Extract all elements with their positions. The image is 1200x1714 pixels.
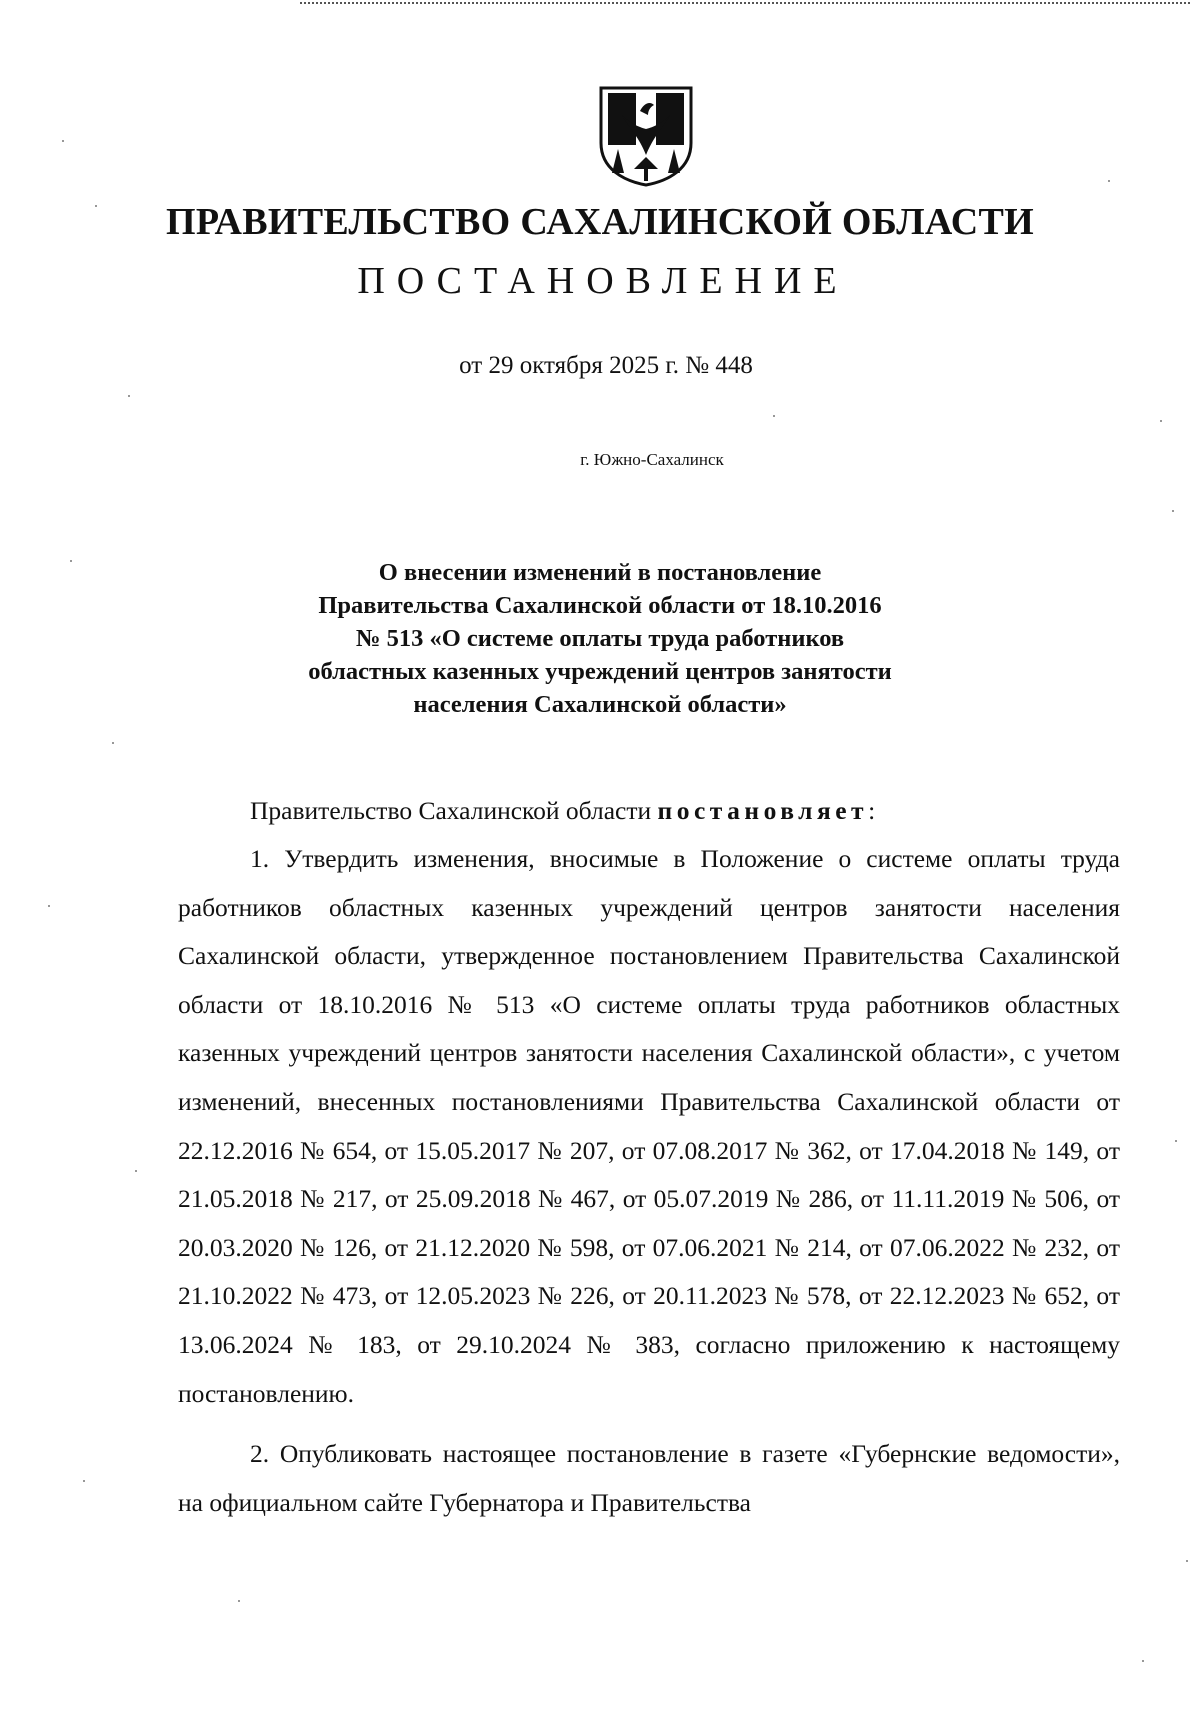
scan-speck <box>62 140 64 142</box>
scan-speck <box>773 415 775 417</box>
scan-speck <box>1108 180 1110 182</box>
scan-speck <box>238 1600 240 1602</box>
scan-speck <box>83 1480 85 1482</box>
document-type-title: ПОСТАНОВЛЕНИЕ <box>357 260 849 302</box>
preamble-start: Правительство Сахалинской области <box>250 796 652 825</box>
document-body <box>178 787 1120 1527</box>
document-date-number: от 29 октября 2025 г. № 448 <box>459 352 753 379</box>
preamble-end: : <box>868 796 876 825</box>
scan-speck <box>48 905 50 907</box>
organization-title: ПРАВИТЕЛЬСТВО САХАЛИНСКОЙ ОБЛАСТИ <box>166 201 1034 243</box>
scan-speck <box>1186 1560 1188 1562</box>
preamble-verb: постановляет <box>657 796 869 825</box>
subject-line: населения Сахалинской области» <box>413 691 787 718</box>
preamble <box>250 787 1120 835</box>
subject-line: О внесении изменений в постановление <box>378 559 822 586</box>
scan-speck <box>128 395 130 397</box>
paragraph-1: 1. Утвердить изменения, вносимые в Положение о системе оплаты труда работников областных казенных учреждений центров занятости населения Сахалинской области, утвержденное постановлением Правительства Сахалинской области от 18.10.2016 № 513 «О системе оплаты труда работников областных казенных учреждений центров занятости населения Сахалинской области», с учетом изменений, внесенных постановлениями Правительства Сахалинской области от 22.12.2016 № 654, от 15.05.2017 № 207, от 07.08.2017 № 362, от 17.04.2018 № 149, от 21.05.2018 № 217, от 25.09.2018 № 467, от 05.07.2019 № 286, от 11.11.2019 № 506, от 20.03.2020 № 126, от 21.12.2020 № 598, от 07.06.2021 № 214, от 07.06.2022 № 232, от 21.10.2022 № 473, от 12.05.2023 № 226, от 20.11.2023 № 578, от 22.12.2023 № 652, от 13.06.2024 № 183, от 29.10.2024 № 383, согласно приложению к настоящему постановлению. <box>178 844 1120 1408</box>
scan-speck <box>135 1170 137 1172</box>
subject-line: областных казенных учреждений центров занятости <box>308 658 892 685</box>
scan-speck <box>1160 420 1162 422</box>
scan-speck <box>112 742 114 744</box>
subject-line: № 513 «О системе оплаты труда работников <box>355 625 845 652</box>
scan-speck <box>70 560 72 562</box>
document-city: г. Южно-Сахалинск <box>580 450 724 469</box>
sakhalin-coat-of-arms-icon <box>598 85 694 187</box>
document-subject <box>240 556 960 721</box>
paragraph-2: 2. Опубликовать настоящее постановление в газете «Губернские ведомости», на официальном сайте Губернатора и Правительства <box>178 1439 1120 1517</box>
subject-line: Правительства Сахалинской области от 18.10.2016 <box>318 592 882 619</box>
scan-speck <box>1175 1140 1177 1142</box>
scan-speck <box>1172 510 1174 512</box>
scan-top-edge <box>300 2 1190 4</box>
scan-speck <box>1142 1660 1144 1662</box>
